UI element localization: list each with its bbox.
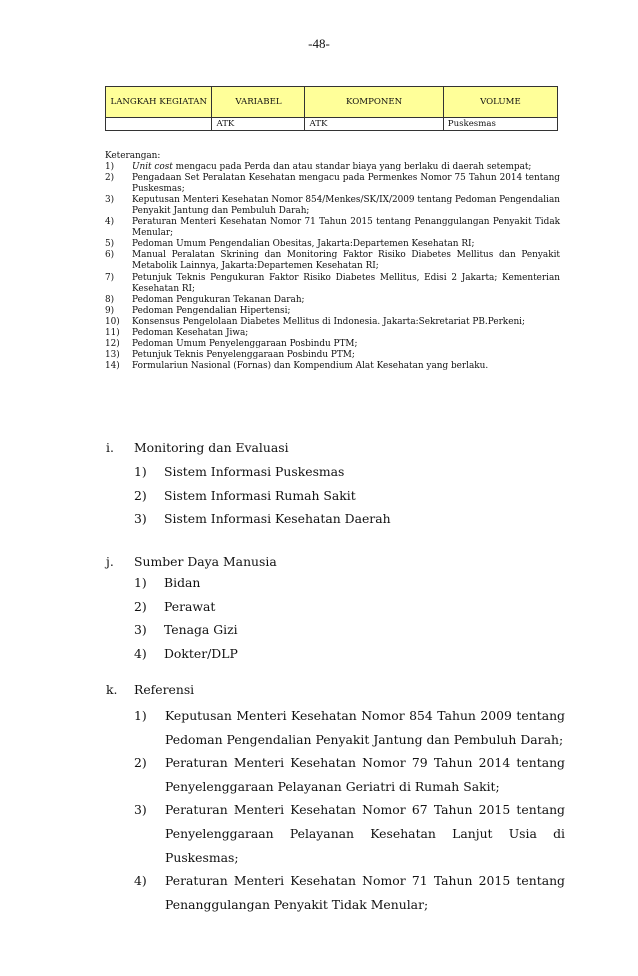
keterangan-item: [105, 250, 560, 272]
item-number: 8): [105, 294, 115, 305]
item-text: mengacu pada Perda dan atau standar biaya yang berlaku di daerah setempat;: [172, 162, 532, 173]
item-number: 4): [134, 645, 147, 661]
item-number: 1): [134, 575, 147, 590]
item-number: 5): [105, 239, 115, 250]
keterangan-item: [105, 217, 560, 239]
keterangan-item: [105, 295, 560, 306]
item-text: Formulariun Nasional (Fornas) dan Kompendium Alat Kesehatan yang berlaku.: [132, 360, 489, 371]
header-komponen: KOMPONEN: [305, 87, 443, 118]
item-text: Sistem Informasi Rumah Sakit: [164, 487, 356, 503]
list-item: [134, 464, 564, 488]
list-item: [134, 622, 564, 646]
item-text: Pedoman Kesehatan Jiwa;: [132, 327, 249, 338]
item-number: 9): [105, 305, 115, 316]
item-number: 13): [105, 349, 120, 360]
item-text: Tenaga Gizi: [164, 622, 238, 637]
keterangan-item: [105, 306, 560, 317]
item-number: 1): [134, 708, 147, 723]
keterangan-item: [105, 317, 560, 328]
list-item: [134, 511, 564, 535]
item-text: Manual Peralatan Skrining dan Monitoring Faktor Risiko Diabetes Mellitus dan Penyakit Metabolik Lainnya, Jakarta:Departemen Kesehatan RI;: [132, 250, 560, 272]
keterangan-list: [105, 162, 560, 372]
item-number: 2): [134, 755, 147, 771]
cell-variabel: ATK: [212, 118, 305, 131]
section-letter: k.: [106, 682, 118, 697]
item-number: 7): [105, 272, 115, 283]
list-item: [134, 599, 564, 623]
cell-volume: Puskesmas: [443, 118, 557, 131]
header-volume: VOLUME: [443, 87, 557, 118]
list-item: [134, 869, 565, 916]
item-number: 3): [134, 622, 147, 637]
section-letter: i.: [106, 440, 114, 455]
list-item: [134, 798, 565, 869]
item-text: Perawat: [164, 598, 216, 614]
item-text: Peraturan Menteri Kesehatan Nomor 79 Tahun 2014 tentang Penyelenggaraan Pelayanan Geriatri di Rumah Sakit;: [165, 755, 565, 794]
list-item: [134, 646, 564, 670]
keterangan-item: [105, 339, 560, 350]
list-item: [134, 575, 564, 599]
section-title: Referensi: [134, 682, 195, 697]
item-number: 2): [134, 598, 147, 614]
item-text: Konsensus Pengelolaan Diabetes Mellitus di Indonesia. Jakarta:Sekretariat PB.Perkeni;: [132, 316, 525, 327]
item-number: 4): [105, 217, 115, 228]
item-text: Peraturan Menteri Kesehatan Nomor 71 Tahun 2015 tentang Penanggulangan Penyakit Tidak Menular;: [132, 217, 560, 239]
keterangan-item: [105, 328, 560, 339]
kegiatan-table: [105, 86, 558, 131]
sdm-list: [134, 575, 564, 669]
list-item: [134, 751, 565, 798]
keterangan-item: [105, 273, 560, 295]
item-text: Peraturan Menteri Kesehatan Nomor 67 Tahun 2015 tentang Penyelenggaraan Pelayanan Kesehatan Lanjut Usia di Puskesmas;: [165, 802, 565, 865]
item-number: 2): [105, 173, 115, 184]
section-letter: j.: [106, 554, 114, 569]
item-text: Pedoman Umum Penyelenggaraan Posbindu PTM;: [132, 338, 358, 349]
keterangan-block: [105, 151, 560, 372]
section-title: Monitoring dan Evaluasi: [134, 440, 289, 455]
item-text: Peraturan Menteri Kesehatan Nomor 71 Tahun 2015 tentang Penanggulangan Penyakit Tidak Menular;: [165, 873, 565, 912]
monitoring-list: [134, 464, 564, 535]
item-text: Dokter/DLP: [164, 645, 238, 661]
item-number: 4): [134, 873, 147, 889]
item-text: Keputusan Menteri Kesehatan Nomor 854 Tahun 2009 tentang Pedoman Pengendalian Penyakit Jantung dan Pembuluh Darah;: [165, 708, 565, 747]
page-number: -48-: [308, 36, 330, 51]
keterangan-title: Keterangan:: [105, 151, 161, 161]
item-text: Pedoman Pengendalian Hipertensi;: [132, 305, 291, 316]
item-number: 3): [134, 511, 147, 526]
item-number: 14): [105, 360, 120, 371]
item-text: Sistem Informasi Kesehatan Daerah: [164, 511, 391, 526]
item-italic-term: Unit cost: [132, 162, 173, 173]
item-text: Petunjuk Teknis Penyelenggaraan Posbindu PTM;: [132, 349, 355, 360]
referensi-list: [134, 704, 565, 916]
table-row: [106, 118, 558, 131]
list-item: [134, 704, 565, 751]
item-text: Pedoman Pengukuran Tekanan Darah;: [132, 294, 305, 305]
header-variabel: VARIABEL: [212, 87, 305, 118]
item-number: 12): [105, 338, 120, 349]
cell-langkah: [106, 118, 212, 131]
item-text: Pedoman Umum Pengendalian Obesitas, Jakarta:Departemen Kesehatan RI;: [132, 239, 475, 250]
keterangan-item: [105, 195, 560, 217]
table-header-row: [106, 87, 558, 118]
section-title: Sumber Daya Manusia: [134, 554, 277, 569]
item-text: Petunjuk Teknis Pengukuran Faktor Risiko Diabetes Mellitus, Edisi 2 Jakarta; Kementerian Kesehatan RI;: [132, 272, 560, 294]
cell-komponen: ATK: [305, 118, 443, 131]
list-item: [134, 488, 564, 512]
keterangan-item: [105, 350, 560, 361]
keterangan-item: [105, 239, 560, 250]
item-number: 1): [105, 162, 115, 173]
keterangan-item: [105, 361, 560, 372]
item-number: 10): [105, 316, 120, 327]
item-number: 6): [105, 250, 115, 261]
item-number: 2): [134, 487, 147, 503]
item-text: Pengadaan Set Peralatan Kesehatan mengacu pada Permenkes Nomor 75 Tahun 2014 tentang Puskesmas;: [132, 173, 560, 195]
keterangan-item: [105, 173, 560, 195]
keterangan-item: [105, 162, 560, 173]
item-number: 3): [105, 195, 115, 206]
item-number: 3): [134, 802, 147, 818]
item-number: 1): [134, 464, 147, 479]
header-langkah-kegiatan: LANGKAH KEGIATAN: [106, 87, 212, 118]
item-text: Keputusan Menteri Kesehatan Nomor 854/Menkes/SK/IX/2009 tentang Pedoman Pengendalian Penyakit Jantung dan Pembuluh Darah;: [132, 195, 560, 217]
item-text: Sistem Informasi Puskesmas: [164, 464, 345, 479]
item-text: Bidan: [164, 575, 201, 590]
item-number: 11): [105, 327, 120, 338]
